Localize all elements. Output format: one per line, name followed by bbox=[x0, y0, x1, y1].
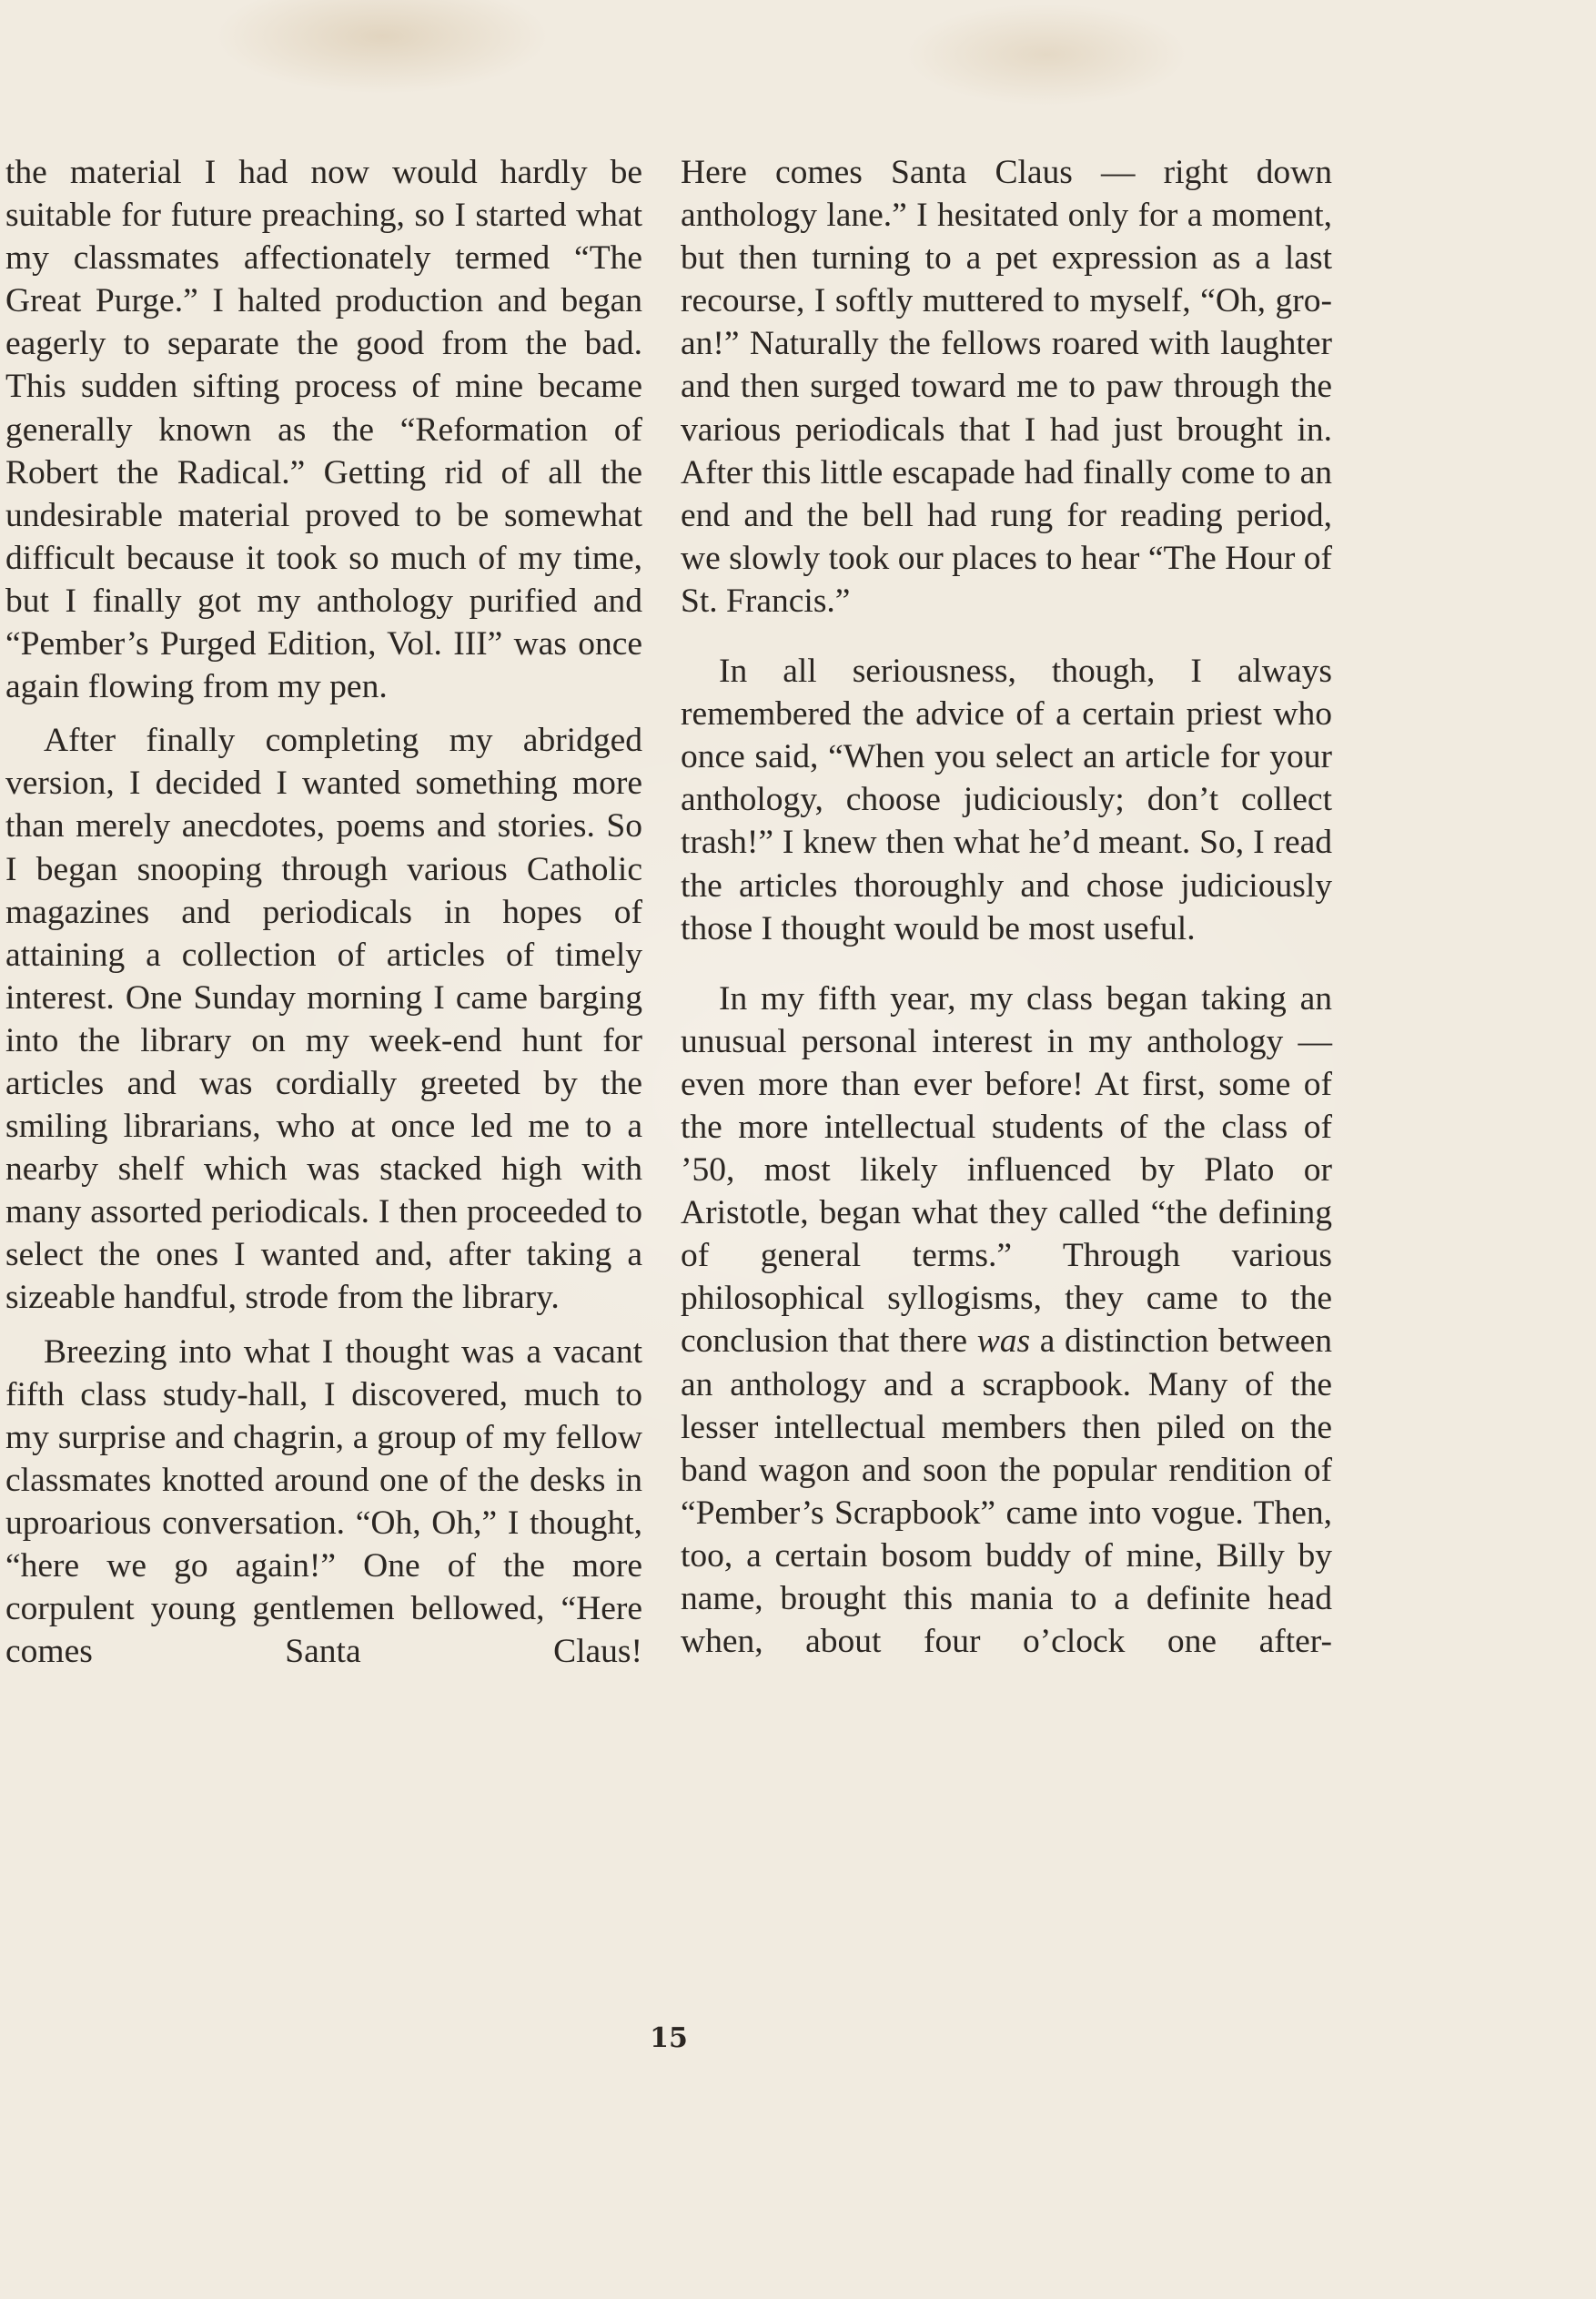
right-paragraph-3 bbox=[681, 977, 1332, 1664]
right-paragraph-2: In all seriousness, though, I always remembered the advice of a certain priest who once said, “When you select an article for your anthology, choose judiciously; don’t collect trash!” I knew then what he’d meant. So, I read the articles thoroughly and chose judiciously those I thought would be most useful. bbox=[681, 653, 1332, 947]
right-paragraph-3-text-b: a distinction between an anthology and a scrapbook. Many of the lesser intellectual members then piled on the band wagon and soon the popular rendition of “Pember’s Scrapbook” came into vogue. Then, too, a certain bosom buddy of mine, Billy by name, brought this mania to a definite head when, about four o’clock one after- bbox=[681, 1322, 1332, 1661]
left-paragraph-1: the material I had now would hardly be suitable for future preaching, so I started what my classmates affectionately termed “The Great Purge.” I halted production and began eagerly to separate the good from the bad. This sudden sifting process of mine became generally known as the “Reformation of Robert the Radical.” Getting rid of all the undesirable material proved to be somewhat difficult because it took so much of my time, but I finally got my anthology purified and “Pember’s Purged Edition, Vol. III” was once again flowing from my pen. bbox=[5, 154, 642, 706]
page-number: 15 bbox=[650, 2022, 688, 2054]
left-paragraph-3: Breezing into what I thought was a vacant fifth class study-hall, I discovered, much to my surprise and chagrin, a group of my fellow classmates knotted around one of the desks in uproarious conversation. “Oh, Oh,” I thought, “here we go again!” One of the more corpulent young gentlemen bellowed, “Here comes Santa Claus! bbox=[5, 1332, 642, 1671]
right-column bbox=[681, 151, 1332, 1663]
left-column bbox=[5, 151, 642, 1673]
right-paragraph-3-text-a: In my fifth year, my class began taking an unusual personal interest in my anthology — even more than ever before! At first, some of the more intellectual students of the class of ’50, most likely influenced by Plato or Aristotle, began what they called “the defining of general terms.” Through various philosophical syllogisms, they came to the conclusion that there bbox=[681, 979, 1332, 1361]
left-paragraph-2: After finally completing my abridged version, I decided I wanted something more than merely anecdotes, poems and stories. So I began snooping through various Catholic magazines and periodicals in hopes of attaining a collection of articles of timely interest. One Sunday morning I came barging into the library on my week-end hunt for articles and was cordially greeted by the smiling librarians, who at once led me to a nearby shelf which was stacked high with many assorted periodicals. I then proceeded to select the ones I wanted and, after taking a sizeable handful, strode from the library. bbox=[5, 722, 642, 1317]
emphasized-word: was bbox=[976, 1322, 1031, 1361]
right-paragraph-1: Here comes Santa Claus — right down anthology lane.” I hesitated only for a moment, but then turning to a pet expression as a last recourse, I softly muttered to myself, “Oh, gro-an!” Naturally the fellows roared with laughter and then surged toward me to paw through the various periodicals that I had just brought in. After this little escapade had finally come to an end and the bell had rung for reading period, we slowly took our places to hear “The Hour of St. Francis.” bbox=[681, 154, 1332, 620]
